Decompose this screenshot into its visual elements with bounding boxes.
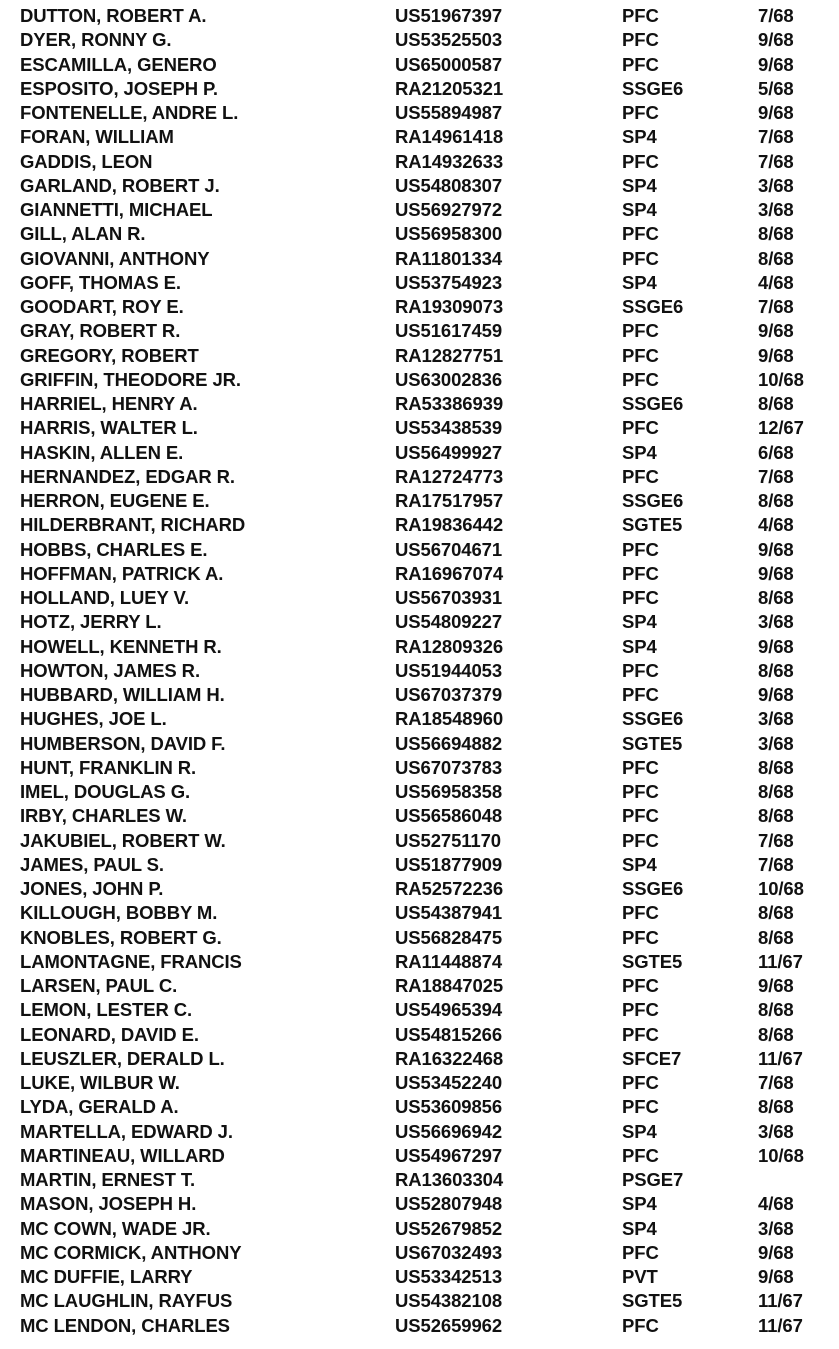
rank-cell: PFC — [622, 102, 659, 123]
rank-cell: SSGE6 — [622, 708, 684, 730]
rank-cell: PVT — [622, 1266, 658, 1287]
name-cell: HUNT, FRANKLIN R. — [20, 756, 197, 778]
name-cell: ESPOSITO, JOSEPH P. — [20, 77, 218, 99]
rank-cell: PFC — [622, 781, 659, 802]
service-number-cell: US52659962 — [395, 1314, 503, 1336]
service-number-cell: RA16322468 — [395, 1047, 504, 1069]
rank-cell: PFC — [622, 150, 659, 172]
date-cell: 7/68 — [758, 853, 794, 875]
rank-cell: PFC — [622, 562, 659, 584]
service-number-cell: US65000587 — [395, 53, 503, 75]
date-cell: 7/68 — [758, 296, 794, 317]
name-cell: MC COWN, WADE JR. — [20, 1217, 211, 1239]
service-number-cell: US54808307 — [395, 174, 503, 196]
rank-cell: PFC — [622, 368, 659, 390]
date-cell: 9/68 — [758, 53, 794, 75]
rank-cell: SP4 — [622, 271, 657, 293]
date-cell: 10/68 — [758, 878, 804, 899]
roster-row — [0, 489, 839, 513]
service-number-cell: RA18548960 — [395, 708, 504, 730]
roster-row — [0, 1289, 839, 1313]
roster-row — [0, 707, 839, 731]
name-cell: HERRON, EUGENE E. — [20, 490, 210, 511]
rank-cell: PFC — [622, 805, 659, 827]
roster-row — [0, 1241, 839, 1265]
service-number-cell: RA14961418 — [395, 126, 504, 148]
roster-row — [0, 1144, 839, 1168]
rank-cell: SP4 — [622, 1193, 657, 1215]
date-cell: 4/68 — [758, 271, 794, 293]
roster-row — [0, 441, 839, 465]
roster-row — [0, 198, 839, 222]
service-number-cell: US51967397 — [395, 5, 503, 26]
name-cell: MASON, JOSEPH H. — [20, 1193, 197, 1215]
roster-row — [0, 1047, 839, 1071]
service-number-cell: US56958300 — [395, 223, 503, 245]
date-cell: 8/68 — [758, 805, 794, 827]
service-number-cell: RA12827751 — [395, 344, 504, 366]
rank-cell: PFC — [622, 1072, 659, 1093]
service-number-cell: RA16967074 — [395, 562, 504, 584]
rank-cell: PFC — [622, 5, 659, 26]
rank-cell: PFC — [622, 756, 659, 778]
name-cell: KNOBLES, ROBERT G. — [20, 926, 222, 948]
name-cell: JAMES, PAUL S. — [20, 853, 164, 875]
service-number-cell: US53525503 — [395, 29, 503, 51]
service-number-cell: US67032493 — [395, 1241, 503, 1263]
date-cell: 8/68 — [758, 587, 794, 608]
roster-row — [0, 829, 839, 853]
service-number-cell: RA14932633 — [395, 150, 504, 172]
name-cell: FORAN, WILLIAM — [20, 126, 174, 148]
rank-cell: SP4 — [622, 1120, 657, 1142]
roster-row — [0, 319, 839, 343]
service-number-cell: US56828475 — [395, 926, 503, 948]
name-cell: KILLOUGH, BOBBY M. — [20, 902, 218, 924]
date-cell: 10/68 — [758, 368, 804, 390]
roster-row — [0, 295, 839, 319]
name-cell: GIOVANNI, ANTHONY — [20, 247, 210, 269]
roster-row — [0, 28, 839, 52]
name-cell: GRIFFIN, THEODORE JR. — [20, 368, 241, 390]
service-number-cell: US56927972 — [395, 199, 503, 220]
date-cell: 7/68 — [758, 5, 794, 26]
service-number-cell: US67073783 — [395, 756, 503, 778]
rank-cell: SP4 — [622, 199, 657, 220]
service-number-cell: US54815266 — [395, 1023, 503, 1045]
date-cell: 9/68 — [758, 684, 794, 705]
rank-cell: PFC — [622, 1314, 659, 1336]
rank-cell: SP4 — [622, 174, 657, 196]
service-number-cell: RA18847025 — [395, 975, 504, 996]
name-cell: GARLAND, ROBERT J. — [20, 174, 220, 196]
service-number-cell: US52807948 — [395, 1193, 503, 1215]
service-number-cell: US56694882 — [395, 732, 503, 754]
service-number-cell: RA17517957 — [395, 490, 504, 511]
date-cell: 8/68 — [758, 781, 794, 802]
name-cell: GADDIS, LEON — [20, 150, 153, 172]
name-cell: HASKIN, ALLEN E. — [20, 441, 184, 463]
rank-cell: SGTE5 — [622, 1290, 683, 1312]
rank-cell: SSGE6 — [622, 77, 684, 99]
name-cell: ESCAMILLA, GENERO — [20, 53, 217, 75]
roster-row — [0, 853, 839, 877]
roster-row — [0, 780, 839, 804]
date-cell: 10/68 — [758, 1144, 804, 1166]
rank-cell: PFC — [622, 247, 659, 269]
date-cell: 7/68 — [758, 829, 794, 851]
name-cell: HOWTON, JAMES R. — [20, 659, 200, 681]
name-cell: GIANNETTI, MICHAEL — [20, 199, 213, 220]
name-cell: LEMON, LESTER C. — [20, 999, 193, 1021]
name-cell: HOWELL, KENNETH R. — [20, 635, 222, 657]
roster-row — [0, 150, 839, 174]
name-cell: GOFF, THOMAS E. — [20, 271, 181, 293]
service-number-cell: US53342513 — [395, 1266, 503, 1287]
roster-row — [0, 174, 839, 198]
roster-row — [0, 416, 839, 440]
name-cell: MC LAUGHLIN, RAYFUS — [20, 1290, 233, 1312]
rank-cell: SP4 — [622, 441, 657, 463]
date-cell: 9/68 — [758, 320, 794, 342]
name-cell: HOTZ, JERRY L. — [20, 611, 162, 633]
name-cell: GOODART, ROY E. — [20, 296, 184, 317]
name-cell: MARTIN, ERNEST T. — [20, 1169, 196, 1190]
rank-cell: PFC — [622, 320, 659, 342]
rank-cell: SGTE5 — [622, 950, 683, 972]
service-number-cell: RA12724773 — [395, 465, 504, 487]
service-number-cell: US55894987 — [395, 102, 503, 123]
date-cell: 9/68 — [758, 635, 794, 657]
date-cell: 8/68 — [758, 1023, 794, 1045]
service-number-cell: RA12809326 — [395, 635, 504, 657]
roster-row — [0, 77, 839, 101]
name-cell: GREGORY, ROBERT — [20, 344, 199, 366]
rank-cell: SGTE5 — [622, 514, 683, 536]
service-number-cell: US54965394 — [395, 999, 503, 1021]
roster-row — [0, 659, 839, 683]
date-cell: 3/68 — [758, 1217, 794, 1239]
service-number-cell: US51944053 — [395, 659, 503, 681]
rank-cell: PFC — [622, 999, 659, 1021]
date-cell: 7/68 — [758, 150, 794, 172]
rank-cell: PFC — [622, 417, 659, 439]
rank-cell: PFC — [622, 465, 659, 487]
rank-cell: SSGE6 — [622, 490, 684, 511]
service-number-cell: RA53386939 — [395, 393, 504, 414]
date-cell: 8/68 — [758, 1096, 794, 1118]
date-cell: 9/68 — [758, 344, 794, 366]
date-cell: 8/68 — [758, 490, 794, 511]
name-cell: MARTINEAU, WILLARD — [20, 1144, 225, 1166]
name-cell: FONTENELLE, ANDRE L. — [20, 102, 239, 123]
name-cell: HOBBS, CHARLES E. — [20, 538, 208, 560]
date-cell: 7/68 — [758, 465, 794, 487]
name-cell: HERNANDEZ, EDGAR R. — [20, 465, 235, 487]
date-cell: 3/68 — [758, 708, 794, 730]
rank-cell: SP4 — [622, 635, 657, 657]
roster-row — [0, 683, 839, 707]
service-number-cell: US63002836 — [395, 368, 503, 390]
date-cell: 8/68 — [758, 756, 794, 778]
rank-cell: PFC — [622, 223, 659, 245]
date-cell: 6/68 — [758, 441, 794, 463]
rank-cell: PFC — [622, 902, 659, 924]
date-cell: 3/68 — [758, 732, 794, 754]
roster-row — [0, 1192, 839, 1216]
service-number-cell: US51877909 — [395, 853, 503, 875]
roster-row — [0, 4, 839, 28]
service-number-cell: US54967297 — [395, 1144, 503, 1166]
roster-row — [0, 538, 839, 562]
service-number-cell: US53609856 — [395, 1096, 503, 1118]
date-cell: 5/68 — [758, 77, 794, 99]
date-cell: 8/68 — [758, 926, 794, 948]
roster-row — [0, 222, 839, 246]
name-cell: LEONARD, DAVID E. — [20, 1023, 199, 1045]
service-number-cell: US56703931 — [395, 587, 503, 608]
service-number-cell: RA19836442 — [395, 514, 504, 536]
service-number-cell: US53452240 — [395, 1072, 503, 1093]
roster-row — [0, 950, 839, 974]
name-cell: DUTTON, ROBERT A. — [20, 5, 207, 26]
name-cell: HARRIS, WALTER L. — [20, 417, 198, 439]
name-cell: HOFFMAN, PATRICK A. — [20, 562, 224, 584]
date-cell: 7/68 — [758, 126, 794, 148]
roster-row — [0, 1314, 839, 1338]
roster-row — [0, 344, 839, 368]
roster-row — [0, 1023, 839, 1047]
date-cell: 9/68 — [758, 562, 794, 584]
date-cell: 4/68 — [758, 514, 794, 536]
date-cell: 8/68 — [758, 247, 794, 269]
rank-cell: SSGE6 — [622, 878, 684, 899]
service-number-cell: RA21205321 — [395, 77, 504, 99]
service-number-cell: US56696942 — [395, 1120, 503, 1142]
roster-row — [0, 804, 839, 828]
service-number-cell: US52679852 — [395, 1217, 503, 1239]
roster-row — [0, 974, 839, 998]
name-cell: LEUSZLER, DERALD L. — [20, 1047, 225, 1069]
roster-row — [0, 53, 839, 77]
name-cell: IRBY, CHARLES W. — [20, 805, 187, 827]
roster-row — [0, 732, 839, 756]
roster-row — [0, 392, 839, 416]
date-cell: 9/68 — [758, 29, 794, 51]
name-cell: DYER, RONNY G. — [20, 29, 172, 51]
roster-row — [0, 1120, 839, 1144]
name-cell: HARRIEL, HENRY A. — [20, 393, 198, 414]
service-number-cell: RA11448874 — [395, 950, 503, 972]
service-number-cell: US56586048 — [395, 805, 503, 827]
rank-cell: SP4 — [622, 126, 657, 148]
date-cell: 8/68 — [758, 999, 794, 1021]
rank-cell: PFC — [622, 659, 659, 681]
rank-cell: PFC — [622, 1023, 659, 1045]
service-number-cell: US53754923 — [395, 271, 503, 293]
name-cell: LYDA, GERALD A. — [20, 1096, 179, 1118]
name-cell: MC DUFFIE, LARRY — [20, 1266, 193, 1287]
roster-row — [0, 1217, 839, 1241]
date-cell: 3/68 — [758, 199, 794, 220]
roster-list — [0, 4, 839, 1338]
service-number-cell: US54382108 — [395, 1290, 503, 1312]
service-number-cell: US56499927 — [395, 441, 503, 463]
rank-cell: PFC — [622, 1144, 659, 1166]
service-number-cell: US56704671 — [395, 538, 503, 560]
rank-cell: PFC — [622, 538, 659, 560]
name-cell: MARTELLA, EDWARD J. — [20, 1120, 233, 1142]
service-number-cell: US53438539 — [395, 417, 503, 439]
name-cell: JONES, JOHN P. — [20, 878, 164, 899]
name-cell: HUBBARD, WILLIAM H. — [20, 684, 225, 705]
rank-cell: SP4 — [622, 611, 657, 633]
roster-row — [0, 125, 839, 149]
roster-row — [0, 756, 839, 780]
roster-row — [0, 562, 839, 586]
name-cell: LAMONTAGNE, FRANCIS — [20, 950, 242, 972]
rank-cell: PFC — [622, 1096, 659, 1118]
rank-cell: SP4 — [622, 853, 657, 875]
rank-cell: SFCE7 — [622, 1047, 682, 1069]
name-cell: MC LENDON, CHARLES — [20, 1314, 230, 1336]
service-number-cell: US51617459 — [395, 320, 503, 342]
rank-cell: PFC — [622, 926, 659, 948]
name-cell: JAKUBIEL, ROBERT W. — [20, 829, 226, 851]
roster-row — [0, 101, 839, 125]
date-cell: 4/68 — [758, 1193, 794, 1215]
date-cell: 3/68 — [758, 611, 794, 633]
date-cell: 11/67 — [758, 1290, 803, 1312]
rank-cell: PSGE7 — [622, 1169, 684, 1190]
date-cell: 8/68 — [758, 902, 794, 924]
roster-row — [0, 998, 839, 1022]
date-cell: 8/68 — [758, 393, 794, 414]
date-cell: 8/68 — [758, 223, 794, 245]
name-cell: HUGHES, JOE L. — [20, 708, 167, 730]
roster-row — [0, 877, 839, 901]
roster-row — [0, 926, 839, 950]
roster-row — [0, 247, 839, 271]
rank-cell: PFC — [622, 829, 659, 851]
rank-cell: PFC — [622, 975, 659, 996]
date-cell: 11/67 — [758, 950, 803, 972]
roster-row — [0, 610, 839, 634]
rank-cell: PFC — [622, 587, 659, 608]
roster-row — [0, 368, 839, 392]
service-number-cell: RA11801334 — [395, 247, 503, 269]
roster-row — [0, 1168, 839, 1192]
roster-row — [0, 1071, 839, 1095]
roster-row — [0, 513, 839, 537]
rank-cell: PFC — [622, 344, 659, 366]
date-cell: 9/68 — [758, 102, 794, 123]
roster-row — [0, 635, 839, 659]
date-cell: 9/68 — [758, 1241, 794, 1263]
service-number-cell: US67037379 — [395, 684, 503, 705]
service-number-cell: RA19309073 — [395, 296, 504, 317]
roster-row — [0, 901, 839, 925]
date-cell: 7/68 — [758, 1072, 794, 1093]
name-cell: MC CORMICK, ANTHONY — [20, 1241, 242, 1263]
rank-cell: SP4 — [622, 1217, 657, 1239]
service-number-cell: RA13603304 — [395, 1169, 504, 1190]
date-cell: 11/67 — [758, 1314, 803, 1336]
date-cell: 9/68 — [758, 975, 794, 996]
name-cell: IMEL, DOUGLAS G. — [20, 781, 191, 802]
rank-cell: SSGE6 — [622, 296, 684, 317]
name-cell: HOLLAND, LUEY V. — [20, 587, 190, 608]
name-cell: LARSEN, PAUL C. — [20, 975, 178, 996]
name-cell: GRAY, ROBERT R. — [20, 320, 181, 342]
name-cell: HUMBERSON, DAVID F. — [20, 732, 226, 754]
name-cell: GILL, ALAN R. — [20, 223, 146, 245]
roster-row — [0, 465, 839, 489]
service-number-cell: RA52572236 — [395, 878, 504, 899]
date-cell: 11/67 — [758, 1047, 803, 1069]
service-number-cell: US52751170 — [395, 829, 501, 851]
name-cell: LUKE, WILBUR W. — [20, 1072, 180, 1093]
roster-row — [0, 1095, 839, 1119]
date-cell: 3/68 — [758, 1120, 794, 1142]
name-cell: HILDERBRANT, RICHARD — [20, 514, 246, 536]
service-number-cell: US54809227 — [395, 611, 503, 633]
rank-cell: SSGE6 — [622, 393, 684, 414]
service-number-cell: US56958358 — [395, 781, 503, 802]
date-cell: 8/68 — [758, 659, 794, 681]
date-cell: 9/68 — [758, 538, 794, 560]
rank-cell: PFC — [622, 684, 659, 705]
rank-cell: PFC — [622, 53, 659, 75]
date-cell: 12/67 — [758, 417, 804, 439]
date-cell: 3/68 — [758, 174, 794, 196]
rank-cell: SGTE5 — [622, 732, 683, 754]
date-cell: 9/68 — [758, 1266, 794, 1287]
rank-cell: PFC — [622, 29, 659, 51]
rank-cell: PFC — [622, 1241, 659, 1263]
roster-row — [0, 586, 839, 610]
service-number-cell: US54387941 — [395, 902, 503, 924]
roster-row — [0, 271, 839, 295]
roster-row — [0, 1265, 839, 1289]
